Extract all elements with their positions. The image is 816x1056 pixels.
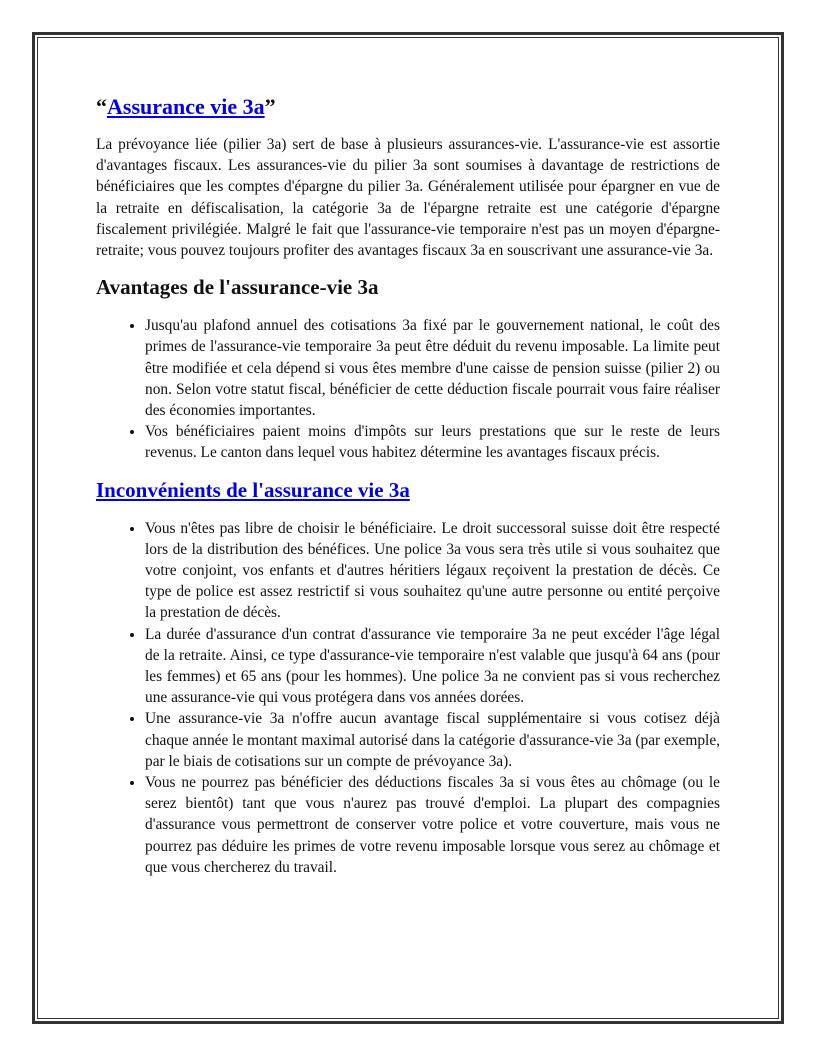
list-item: • Une assurance-vie 3a n'offre aucun avantage fiscal supplémentaire si vous cotisez déjà chaque année le montant maximal autorisé dans la catégorie d'assurance-vie 3a (par exemple, par le biais de cotisations sur un compte de prévoyance 3a). — [145, 708, 720, 772]
advantages-list — [96, 315, 720, 463]
list-item: • Vos bénéficiaires paient moins d'impôts sur leurs prestations que sur le reste de leurs revenus. Le canton dans lequel vous habitez détermine les avantages fiscaux précis. — [145, 421, 720, 463]
list-item: • La durée d'assurance d'un contrat d'assurance vie temporaire 3a ne peut excéder l'âge légal de la retraite. Ainsi, ce type d'assurance-vie temporaire n'est valable que jusqu'à 64 ans (pour les femmes) et 65 ans (pour les hommes). Une police 3a ne convient pas si vous recherchez une assurance-vie qui vous protégera dans vos années dorées. — [145, 624, 720, 709]
advantages-heading: Avantages de l'assurance-vie 3a — [96, 275, 379, 300]
disadvantages-link[interactable]: Inconvénients de l'assurance vie 3a — [96, 477, 410, 502]
document-title: “Assurance vie 3a” — [96, 94, 276, 119]
disadvantages-list — [96, 518, 720, 878]
document-body — [96, 92, 720, 888]
title-link[interactable]: Assurance vie 3a — [107, 94, 265, 119]
list-item: • Vous ne pourrez pas bénéficier des déductions fiscales 3a si vous êtes au chômage (ou le serez bientôt) tant que vous n'aurez pas trouvé d'emploi. La plupart des compagnies d'assurance vous permettront de conserver votre police et votre couverture, mais vous ne pourrez pas déduire les primes de votre revenu imposable lorsque vous serez au chômage et que vous chercherez du travail. — [145, 772, 720, 878]
disadvantages-heading — [96, 476, 720, 504]
list-item: • Vous n'êtes pas libre de choisir le bénéficiaire. Le droit successoral suisse doit être respecté lors de la distribution des bénéfices. Une police 3a vous sera très utile si vous souhaitez que votre conjoint, vos enfants et d'autres héritiers légaux reçoivent la prestation de décès. Ce type de police est assez restrictif si vous souhaitez qu'une autre personne ou entité perçoive la prestation de décès. — [145, 518, 720, 624]
list-item: • Jusqu'au plafond annuel des cotisations 3a fixé par le gouvernement national, le coût des primes de l'assurance-vie temporaire 3a peut être déduit du revenu imposable. La limite peut être modifiée et cela dépend si vous êtes membre d'une caisse de pension suisse (pilier 2) ou non. Selon votre statut fiscal, bénéficier de cette déduction fiscale pourrait vous faire réaliser des économies importantes. — [145, 315, 720, 421]
intro-paragraph: La prévoyance liée (pilier 3a) sert de base à plusieurs assurances-vie. L'assurance-vie est assortie d'avantages fiscaux. Les assurances-vie du pilier 3a sont soumises à davantage de restrictions de bénéficiaires que les comptes d'épargne du pilier 3a. Généralement utilisée pour épargner en vue de la retraite en défiscalisation, la catégorie 3a de l'épargne retraite est une catégorie d'épargne fiscalement privilégiée. Malgré le fait que l'assurance-vie temporaire n'est pas un moyen d'épargne-retraite; vous pouvez toujours profiter des avantages fiscaux 3a en souscrivant une assurance-vie 3a. — [96, 136, 720, 260]
